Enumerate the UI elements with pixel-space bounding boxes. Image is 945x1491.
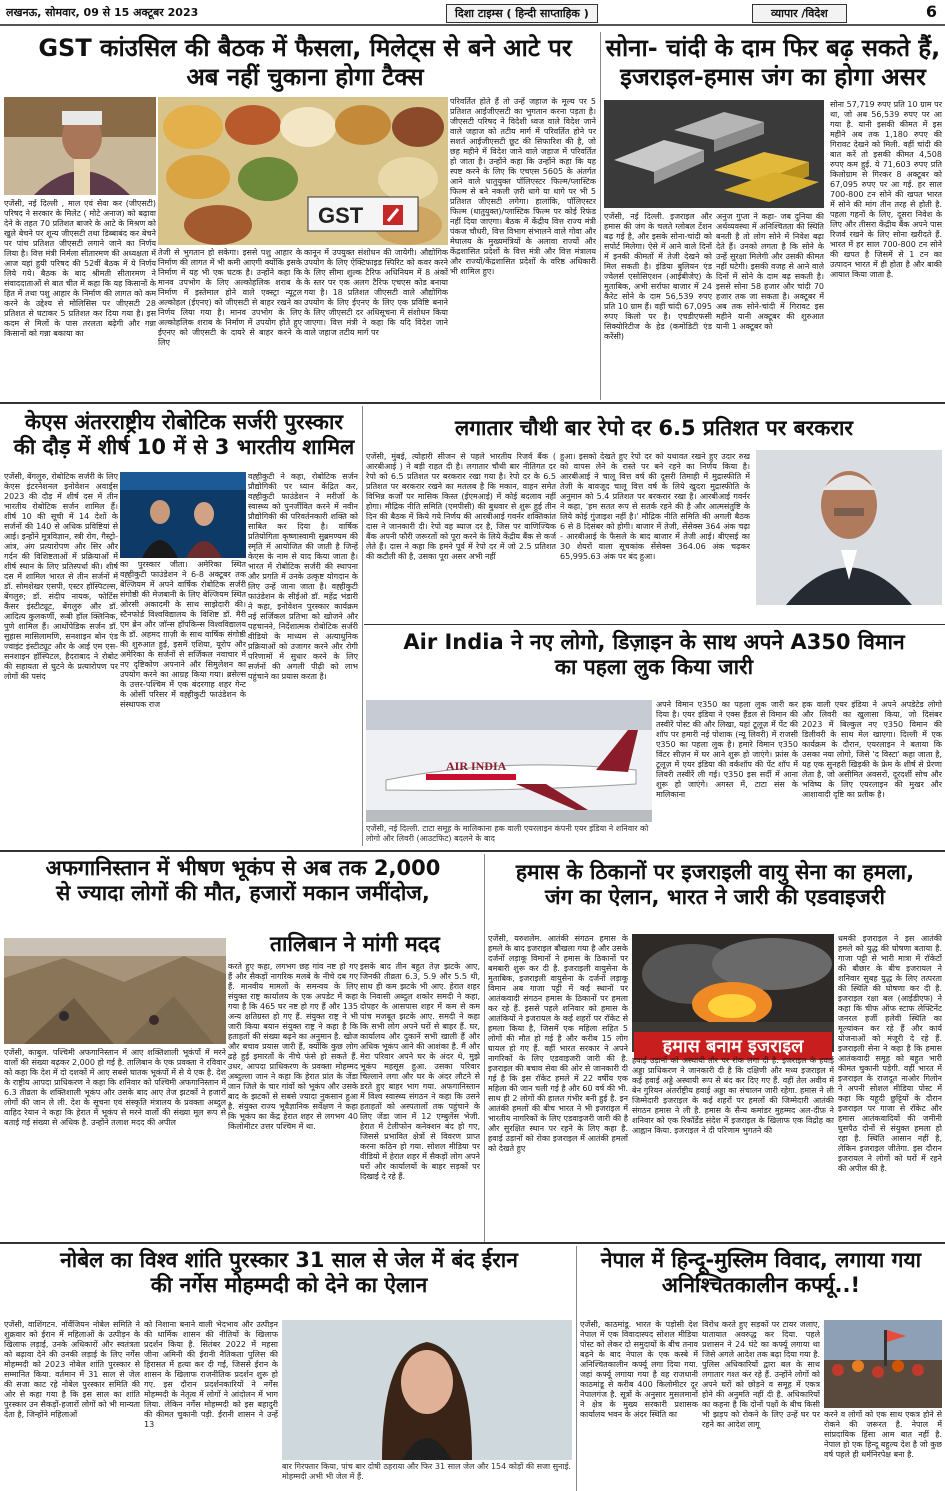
- robotic-column-3: वह्हीकुटी ने कहा, रोबोटिक सर्जन प्रौद्योगिकी पर ध्यान केंद्रित कर, वह्हीकुटी फाउंडेशन ने मरीजों के स्वास्थ्य को पुनर्जीवित करने में नवीन प्रौद्योगिकी की परिवर्तनकारी शक्ति को साबित कर दिया है। वार्षिक प्रतियोगिता कृष्णास्वामी सुब्रमण्यम की स्मृति में आयोजित की जाती है जिन्हें केएस के नाम से याद किया जाता है। भारत में रोबोटिक सर्जरी की स्थापना और प्रगति में उनके उत्कृष्ट योगदान के लिए उन्हें जाना जाता है। वह्हीकुटी फाउंडेशन के सीईओ डॉ. महेंद्र भंडारी ने कहा, इनोवेशन पुरस्कार कार्यक्रम नई सर्जिकल प्रतिभा को खोजने और पहचानने, निर्देशात्मक रोबोटिक सर्जरी वीडियो के माध्यम से अत्याधुनिक प्रक्रियाओं को उजागर करने और रोगी परिणामों में सुधार करने के लिए सर्जनों की अगली पीढ़ी को लाभ पहुंचाने का प्रयास करता है।: [248, 472, 358, 681]
- gst-column-3: कानून में उपयुक्त संशोधन की जायेगी। औद्योगिक उपयोग के लिए ऐक्टिफाइड स्पिरिट को कवर करने के लिए सीमा शुल्क टैरिफ अधिनियम में 8 अंकों के स्तर पर एक अलग टैरिफ एचएस कोड बनाया गया है। 18 प्रतिशत जीएसटी वाले औद्योगिक उपयोग के लिए ईएनए के लिए एक प्रविष्टि बनाने के लिए जीएसटी दर अधिसूचना में संशोधन किया जाएगा। वित्त मंत्री ने कहा कि यदि विदेश जाने वाले जहाज तटीय मार्ग पर: [304, 248, 448, 337]
- quake-column-1: एजेंसी, काबुल. पश्चिमी अफगानिस्तान में आए शक्तिशाली भूकंपों में मरने वालों की संख्या बढ़कर 2,000 हो गई है. तालिबान के एक प्रवक्ता ने रविवार को कहा कि देश में दो दशकों में आए सबसे घातक भूकंपों में से ये एक है. देश के राष्ट्रीय आपदा प्राधिकरण ने कहा कि शनिवार को पश्चिमी अफगानिस्तान में 6.3 तीव्रता के शक्तिशाली भूकंप और उसके बाद आए तेज झटकों ने हजारों लोगों की जान ले ली. देश के सूचना एवं संस्कृति मंत्रालय के प्रवक्ता अब्दुल वाहिद रेयान ने कहा कि हेरात में भूकंप से मरने वालों की संख्या मूल रूप से बताई गई संख्या से अधिक है. उन्होंने तलाश मदद की अपील: [4, 1048, 226, 1127]
- robotic-headline-line1: केएस अंतरराष्ट्रीय रोबोटिक सर्जरी पुरस्कार: [25, 410, 343, 434]
- robotic-column-1: एजेंसी, बेंगलुरु, रोबोटिक सर्जरी के लिए केएस इंटरनेशनल इनोवेशन अवार्ड्स 2023 की दौड़ में शीर्ष दस में तीन भारतीय रोबोटिक सर्जन शामिल हैं। शीर्ष 10 की सूची में 14 देशों के सर्जनों की 140 से अधिक प्रविष्टियां से आई। इन्होंने मूत्रविज्ञान, स्त्री रोग, गैस्ट्रो-आंत्र, अंग प्रत्यारोपण और सिर और गर्दन की विशिष्टताओं में प्रक्रियाओं में शीर्ष स्थान के लिए प्रतिस्पर्धा की। शीर्ष दस में शामिल भारत से तीन सर्जनों में डॉ. सोमशेखर एसपी, एस्टर हॉस्पिटल्स, बेंगलुरु; डॉ. संदीप नायक, फोर्टिस कैंसर इंस्टीट्यूट, बेंगलुरु और डॉ. आदित्य कुलकर्णी, रूबी हॉल क्लिनिक, पुणे शामिल हैं। आर्थोपेडिक सर्जन डॉ. सुहास मासिलामणि, सनशाइन बोन एंड ज्वाइंट इंस्टीट्यूट और के आई एम एस-सनशाइन हॉस्पिटल, हैदराबाद ने रोबोट की सहायता से घुटने के प्रत्यारोपण पर लोगों की पसंद: [4, 472, 118, 681]
- repo-column-2: हुआ। इसको देखते हुए रेपो दर को यथावत रखने हुए उदार रुख को वापस लेने के रास्ते पर बने रहने का निर्णय किया है। आरबीआई ने चालू वित्त वर्ष की दूसरी तिमाही में मुद्रास्फीति में तेजी के बावजूद चालू वित्त वर्ष के लिये खुदरा मुद्रास्फीति के अनुमान को 5.4 प्रतिशत पर बरकरार रखा है। आरबीआई गवर्नर ने कहा, 'हम सतत रूप से सतर्क रहने की है और आत्मसंतुष्टि के लिये कोई गुंजाइश नहीं है।' मौद्रिक नीति समिति की अगली बैठक 6 से 8 दिसंबर को होगी। बाजार में तेजी, सेंसेक्स 364 अंक चढ़ा - आरबीआई के फैसले के बाद बाजार में तेजी आई। बीएसई का 30 शेयरों वाला सूचकांक सेंसेक्स 364.06 अंक चढ़कर 65,995.63 अंक पर बंद हुआ।: [560, 452, 750, 561]
- section-divider: [0, 850, 945, 852]
- issue-date: लखनऊ, सोमवार, 09 से 15 अक्टूबर 2023: [6, 6, 199, 19]
- nepal-headline-line1: नेपाल में हिन्दू-मुस्लिम विवाद, लगाया गया: [600, 1248, 922, 1272]
- hamas-vs-israel-badge: हमास बनाम इजराइल: [634, 1032, 832, 1060]
- nobel-headline-line1: नोबेल का विश्व शांति पुरस्कार 31 साल से जेल में बंद ईरान: [60, 1248, 518, 1272]
- millets-photo: [158, 97, 448, 245]
- robotic-headline: [6, 410, 362, 460]
- column-divider: [576, 1246, 577, 1491]
- section-divider: [364, 624, 945, 625]
- finance-minister-photo: [4, 97, 156, 195]
- gold-headline-line1: सोना- चांदी के दाम फिर बढ़ सकते हैं,: [605, 34, 941, 62]
- gold-headline: [605, 34, 941, 92]
- airindia-headline: [366, 630, 942, 680]
- airindia-caption: एजेंसी, नई दिल्ली. टाटा समूह के मालिकाना हक वाली एयरलाइन कंपनी एयर इंडिया ने शनिवार को लोगो और लिवरी (आउटफिट) बदलने के बाद: [366, 824, 649, 843]
- hamas-column-2: हवाई उड़ानों को अस्थायी तौर पर रोक लगा दी है. इजराइल के हवाई अड्डा प्राधिकरण ने जानकारी दी है कि दक्षिणी और मध्य इजराइल में कई हवाई अड्डे अस्थायी रूप से बंद कर दिए गए हैं. वहीं तेल अवीव में बेन गुरियन अंतर्राष्ट्रीय हवाई अड्डा का संचालन जारी रहेगा. हमास ने ली जिम्मेदारी इजराइल के कई शहरों पर हमलों की जिम्मेदारी आतंकी संगठन हमास ने ली है. हमास के सैन्य कमांडर मुहम्मद अल-दीफ़ ने शनिवार को एक रिकॉर्डेड संदेश में इजराइल के खिलाफ एक विद्रोह का आह्वान किया. इजराइल ने दी परिणाम भुगतने की: [632, 1056, 834, 1135]
- hamas-headline: [488, 860, 942, 910]
- gold-headline-line2: इजराइल-हमास जंग का होगा असर: [620, 62, 926, 91]
- aircraft-livery-text: AIR INDIA: [446, 759, 507, 773]
- column-divider: [600, 32, 601, 400]
- quake-headline-line2: से ज्यादा लोगों की मौत, हजारों मकान जमींदोज,: [56, 881, 430, 906]
- nobel-caption: बार गिरफ्तार किया, पांच बार दोषी ठहराया और फिर 31 साल जेल और 154 कोड़ों की सजा सुनाई. मोहम्मदी अभी भी जेल में हैं.: [282, 1462, 571, 1481]
- hamas-column-3: धमकी इजराइल ने इस आतंकी हमले को युद्ध की घोषणा बताया है. गाजा पट्टी से भारी मात्रा में रॉकेटों की बौछार के बीच इजरायल ने शनिवार सुबह युद्ध के लिए तत्परता की स्थिति की घोषणा कर दी है. इजराइल रक्षा बल (आईडीएफ) ने कहा कि चीफ ऑफ स्टाफ लेफ्टिनेंट जनरल हर्जी हलेवी स्थिति का मूल्यांकन कर रहे हैं और कार्य योजनाओं को मंजूरी दे रहे हैं. इजराइली सेना ने कहा है कि हमास आतंकवादी समूह को बहुत भारी कीमत चुकानी पड़ेगी. वहीं भारत में इजराइल के राजदूत नाओर गिलोन ने अपनी सोशल मीडिया पोस्ट में कहा कि यहूदी छुट्टियों के दौरान इजराइल पर गाजा से रॉकेट और हमास आतंकवादियों की जमीनी घुसपैठ दोनों से संयुक्त हमला हो रहा है. स्थिति आसान नहीं है, लेकिन इजराइल जीतेगा. इस दौरान इजरायल ने लोगों को घरों में रहने की अपील की है.: [838, 934, 942, 1173]
- repo-column-1: एजेंसी, मुंबई, त्योहारी सीजन से पहले भारतीय रिजर्व बैंक ( आरबीआई ) ने बड़ी राहत दी है। लगातार चौथी बार नीतिगत दर रेपो को 6.5 प्रतिशत पर बरकरार रखा गया है। रेपो दर के 6.5 प्रतिशत पर बरकरार रखने का मतलब है कि मकान, वाहन समेत विभिन्न कर्जों पर मासिक किस्त (ईएमआई) में कोई बदलाव नहीं होगा। मौद्रिक नीति समिति (एमपीसी) की बुधवार से शुरू हुई तीन दिन की बैठक में किये गये निर्णय की आरबीआई गवर्नर शक्तिकांत दास ने जानकारी दी। रेपो वह ब्याज दर है, जिस पर वाणिज्यिक बैंक अपनी फौरी जरूरतों को पूरा करने के लिये केंद्रीय बैंक से कर्ज लेते हैं। दास ने कहा कि हमने पूर्व में रेपो दर में जो 2.5 प्रतिशत की कटौती की है, उसका पूरा असर अभी नहीं: [366, 452, 556, 561]
- nepal-column-3: करने व लोगों को एक साथ एकत्र होने से रोकने की जरूरत है. नेपाल में सांप्रदायिक हिंसा आम बात नहीं है. नेपाल हो एक हिन्दू बहुल्य देश है जो कुछ वर्ष पहले ही धर्मनिरपेक्ष बना है.: [824, 1410, 942, 1459]
- robotic-surgery-event-photo: [120, 472, 246, 558]
- nobel-column-1: एजेंसी, वाशिंगटन. नॉर्वेजियन नोबेल समिति ने शुक्रवार को ईरान में महिलाओं के उत्पीड़न के खिलाफ लड़ाई, उनके अधिकारों और स्वतंत्रता को बढ़ावा देने की उनकी लड़ाई के लिए नर्गेस मोहम्मदी को 2023 नोबेल शांति पुरस्कार से सम्मानित किया. वर्तमान में 31 साल से जेल की सजा काट रहे नोबेल पुरस्कार समिति की ओर से कहा गया है कि इस साल का शांति पुरस्कार उन सैकड़ों-हजारों लोगों को भी मान्यता देता है, जिन्होंने महिलाओं: [4, 1320, 140, 1419]
- hamas-headline-line2: जंग का ऐलान, भारत ने जारी की एडवाइजरी: [545, 885, 885, 910]
- quake-headline-line1: अफगानिस्तान में भीषण भूकंप से अब तक 2,000: [45, 856, 441, 880]
- nobel-headline-line2: की नर्गेस मोहम्मदी को देने का ऐलान: [150, 1273, 428, 1298]
- gold-column-2: अनुज गुप्ता ने कहा- जब दुनिया की अर्थव्यवस्था में अनिश्चितता की स्थिति बनती है तो लोग सोने में निवेश बढ़ा देते हैं। उनको लगता है कि सोने के उन्हें सुरक्षा मिलेगी और उसकी कीमत नहीं घटेगी। इसकी वजह से आने वाले दिनों में सोने के दाम बढ़ सकती है। इससे सोना 58 हजार और चांदी 70 हजार तक जा सकता है। अक्टूबर में अब तक सोने-चांदी में गिरावट इस महीने यानी अक्टूबर की शुरुआत यानी 1 अक्टूबर को: [716, 212, 824, 331]
- newspaper-name: दिशा टाइम्स ( हिन्दी साप्ताहिक ): [446, 4, 598, 23]
- gst-column-2: तेजी से भुगतान हो सकेगा। इससे पशु आहार के निर्माण की लागत में भी कमी आएगी क्योंकि इसके निर्माण में यह भी एक घटक है। उन्होंने कहा कि मानव उपभोग के लिए अल्कोहलिक शराब के निर्माण में इस्तेमाल होने वाले एक्स्ट्रा न्यूट्रल अल्कोहल (ईएनए) को जीएसटी से बाहर रखने का निर्णय लिया गया है। मानव उपभोग के लिए अल्कोहलिक शराब के निर्माण में उपयोग होते हुए ईएनए को जीएसटी के दायरे से बाहर करने के लिए: [158, 248, 302, 347]
- airindia-column-1: अपने विमान ए350 का पहला लुक जारी कर दिया है। एयर इंडिया ने एक्स हैंडल से विमान की तस्वीरें पोस्ट की और लिखा, यहां टूलूज़ में पेंट की शॉप पर हमारी नई पोशाक (न्यू लिवरी) में राजसी ए350 का पहला लुक है। हमारे विमान ए350 विंटर सीज़न में घर आने शुरू हो जाएंगे। फ्रांस के टूलूज़ में एयर इंडिया की वर्कशॉप की पेंट शॉप में लिवरी तस्वीरें ली गई। ए350 इस सर्दी में आना शुरू हो जाएंगे। अगस्त में, टाटा संस के मालिकाना: [656, 700, 798, 799]
- gst-headline-line1: GST कांउसिल की बैठक में फैसला, मिलेट्स से बने आटे पर: [38, 34, 572, 62]
- airindia-headline-line1: Air India ने नए लोगो, डिज़ाइन के साथ अपने A350 विमान: [403, 630, 905, 654]
- gst-headline-line2: अब नहीं चुकाना होगा टैक्स: [186, 62, 424, 91]
- earthquake-rubble-photo: [4, 938, 226, 1044]
- page-number: 6: [925, 2, 937, 21]
- robotic-column-2: का पुरस्कार जीता। अमेरिका स्थित वह्हीकुटी फाउंडेशन ने 6-8 अक्टूबर तक बेल्जियम में अपने वार्षिक रोबोटिक सर्जरी संगोष्ठी की मेजबानी के लिए बेल्जियम स्थित ओरसी अकादमी के साथ साझेदारी की। स्टैनफोर्ड विश्वविद्यालय के विशिष्ट डॉ. मैरी एम ब्रेन और जॉन्स हॉपकिन्स विश्वविद्यालय के डॉ. अहमद ग़ाज़ी के साथ वार्षिक संगोष्ठी की शुरुआत हुई, इसमें एशिया, यूरोप और अमेरिका के सर्जनों से सर्जिकल नवाचार में नए दृष्टिकोण अपनाने और सिमुलेशन का उपयोग करने का आग्रह किया गया। ब्रसेल्स के उत्तर-पश्चिम में एक बंदरगाह शहर गेन्ट के ओर्सी परिसर में वह्हीकुटी फाउंडेशन के संस्थापक राज: [120, 560, 246, 709]
- quake-column-2: करते हुए कहा, लगभग छह गांव नष्ट हो गए हैं और सैकड़ों नागरिक मलबे के नीचे दब गए हैं. मानवीय मामलों के समन्वय के लिए संयुक्त राष्ट्र कार्यालय के एक अपडेट में कहा गया है कि 465 घर नष्ट हो गए हैं और 135 अन्य क्षतिग्रस्त हो गए हैं. संयुक्त राष्ट्र ने भी जारी किया बयान संयुक्त राष्ट्र ने कहा है कि हताहतों की संख्या बढ़ने का अनुमान है. खोज और बचाव प्रयास जारी हैं, क्योंकि कुछ लोग ढहे हुई इमारतों के नीचे फंसे हो सकते हैं. उधर, आपदा प्राधिकरण के प्रवक्ता मोहम्मद अब्दुल्ला जान ने कहा कि हेरात प्रांत के जेंडा जान जिले के चार गांवों को भूकंप और उसके बाद के झटकों से सबसे ज्यादा नुकसान हुआ है. संयुक्त राज्य भूवैज्ञानिक सर्वेक्षण ने कहा कि भूकंप का केंद्र हेरात शहर से लगभग 40 किलोमीटर उत्तर पश्चिम में था.: [228, 962, 358, 1131]
- narges-mohammadi-photo: [282, 1320, 572, 1460]
- quake-column-3: इसके बाद तीन बहुत तेज़ झटके आए, जिनकी तीव्रता 6.3, 5.9 और 5.5 थी, साथ ही कम झटके भी आए. हेरात शहर के निवासी अब्दुल शकोर समदी ने कहा, दोपहर के आसपास शहर में कम से कम पांच मजबूत झटके आए. समदी ने कहा कि सभी लोग अपने घरों से बाहर हैं. घर, कार्यालय और दुकानें सभी खाली हैं और अधिक भूकंप आने की आशंका है. मैं और मेरा परिवार अपने घर के अंदर थे, मुझे भूकंप महसूस हुआ. उसका परिवार चिल्लाने लगा और घर के अंदर लौटने से डरते हुए बाहर भाग गया. अफगानिस्तान में विश्व स्वास्थ्य संगठन ने कहा कि उसने हताहतों को अस्पतालों तक पहुंचाने के लिए जेंडा जान में 12 एम्बुलेंस भेजी. हेरात में टेलीफोन कनेक्शन बंद हो गए, जिससे प्रभावित क्षेत्रों से विवरण प्राप्त करना कठिन हो गया. सोशल मीडिया पर वीडियो में हेरात शहर में सैकड़ों लोग अपने घरों और कार्यालयों के बाहर सड़कों पर दिखाई दे रहे हैं.: [360, 962, 480, 1181]
- gst-column-4: परिवर्तित होते हैं तो उन्हें जहाज के मूल्य पर 5 प्रतिशत आईजीएसटी का भुगतान करना पड़ता है। जीएसटी परिषद ने विदेशी ध्वज वाले विदेश जाने वाले जहाज को तटीय मार्ग में परिवर्तित होने पर सशर्त आईजीएसटी छूट की सिफारिश की है, जो छह महीने में विदेश जाने वाले जहाज में परिवर्तित हो जाता है। उन्होंने कहा कि उन्होंने कहा कि यह स्पष्ट करने के लिए कि एचएस 5605 के अंतर्गत आने वाले धातुयुक्त पॉलिएस्टर फिल्म/प्लास्टिक फिल्म से बने नकली ज़री धागे या धागे पर भी 5 प्रतिशत जीएसटी लगेगा। हालांकि, पॉलिएस्टर फिल्म (धातुयुक्त)/प्लास्टिक फिल्म पर कोई रिफंड नहीं दिया जाएगा। बैठक में केंद्रीय वित्त राज्य मंत्री पंकज चौधरी, वित्त विभाग संभालने वाले गोवा और मेघालय के मुख्यमंत्रियों के अलावा राज्यों और केंद्रशासित प्रदेशों के वित्त मंत्री और वित्त मंत्रालय और राज्यों/केंद्रशासित प्रदेशों के वरिष्ठ अधिकारी भी शामिल हुए।: [450, 97, 596, 276]
- nepal-crowd-photo: [824, 1320, 942, 1408]
- quake-headline: [6, 856, 480, 906]
- quake-headline-line3: तालिबान ने मांगी मदद: [270, 932, 440, 956]
- airindia-column-2: हक वाली एयर इंडिया ने अपने अपडेटेड लोगो और लिवरी का खुलासा किया, जो दिसंबर 2023 में बिल्कुल नए ए350 विमान की डिलीवरी के साथ मेल खाएगा। दिल्ली में एक कार्यक्रम के दौरान, एयरलाइन ने बताया कि उसका नया लोगो, जिसे 'द विस्टा' कहा जाता है, यह एक सुनहरी खिड़की के फ्रेम के शीर्ष से प्रेरणा लेता है, जो असीमित अवसरों, दूरदर्शी सोच और भविष्य के लिए एयरलाइन की मुखर और आशावादी दृष्टि का प्रतीक है।: [802, 700, 942, 799]
- repo-headline: लगातार चौथी बार रेपो दर 6.5 प्रतिशत पर बरकरार: [455, 416, 853, 440]
- page-header: [0, 0, 945, 26]
- nobel-column-2: को निशाना बनाने वाली भेदभाव और उत्पीड़न की धार्मिक शासन की नीतियों के खिलाफ प्रदर्शन किया है. सितंबर 2022 में महसा जीना अमिनी की ईरानी नैतिकता पुलिस की हिरासत में हत्या कर दी गई, जिससे ईरान के शासन के खिलाफ राजनीतिक प्रदर्शन शुरू हो गए. इस दौरान प्रदर्शनकारियों ने नर्गेस मोहम्मदी के नेतृत्व में लोगों ने आंदोलन में भाग लिया. लेकिन नर्गेस मोहम्मदी को इस बहादुरी की कीमत चुकानी पड़ी. ईरानी शासन ने उन्हें 13: [144, 1320, 278, 1429]
- section-divider: [0, 402, 945, 404]
- nepal-headline: [580, 1248, 942, 1298]
- nepal-headline-line2: अनिश्चितकालीन कर्फ्यू..!: [661, 1273, 861, 1298]
- gold-silver-bars-photo: [604, 100, 824, 208]
- column-divider: [362, 406, 363, 846]
- hamas-column-1: एजेंसी, यरुशलेम. आतंकी संगठन हमास के हमले के बाद इजराइल बौखला गया है और उसके दर्जनों लड़ाकू विमानों ने हमास के ठिकानों पर बमबारी शुरू कर दी है. इजराइली वायुसेना के मुताबिक, इजराइली वायुसेना के दर्जनों लड़ाकू विमान अब गाजा पट्टी में कई स्थानों पर आतंकवादी संगठन हमास के ठिकानों पर हमला कर रहे हैं. इससे पहले शनिवार को हमास के आतंकियों ने इजरायल के कई शहरों पर रॉकेट से हमला किया है, जिसमें एक महिला सहित 5 लोगों की मौत हो गई है और करीब 15 लोग घायल हो गए हैं. वहीं भारत सरकार ने अपने नागरिकों के लिए एडवाइजरी जारी की है. इजराइल की बचाव सेवा की ओर से जानकारी दी गई है कि इस रॉकेट हमले में 22 वर्षीय एक महिला की जान चली गई है और 60 वर्ष की भी. साथ ही 2 लोगों की हालत गंभीर बनी हुई है. इन आतंकी हमलों की बीच भारत ने भी इजराइल में भारतीय नागरिकों के लिए एडवाइजरी जारी की है और सुरक्षित स्थान पर रहने के लिए कहा है. हवाई उड़ानों को रोका इजराइल में आतंकी हमलों को देखते हुए: [488, 934, 628, 1153]
- nepal-column-1: एजेंसी, काठमांडू. भारत के पड़ोसी देश नेपाल में एक विवादास्पद सोशल मीडिया पोस्ट को लेकर दो समुदायों के बीच तनाव बढ़ने के बाद नेपाल के एक कस्बे में अनिश्चितकालीन कर्फ्यू लगा दिया गया. जहां कर्फ्यू लगाया गया है वह राजधानी काठमांडू से करीब 400 किलोमीटर दूर नेपालगंज है. सूत्रों के अनुसार मुसलमानों ने क्षेत्र के मुख्य सरकारी प्रशासक कार्यालय भवन के अंदर स्थिति का: [580, 1320, 698, 1419]
- gst-column-1: एजेंसी, नई दिल्ली , माल एवं सेवा कर (जीएसटी) परिषद ने सरकार के मिलेट ( मोटे अनाज) को बढ़ावा देने के तहत 70 प्रतिशत बाजरे के आटे के मिश्रण को खुले बेचने पर शून्य जीएसटी तथा डिब्बाबंद कर बेचने पर पांच प्रतिशत जीएसटी लगाने जाने का निर्णय लिया है। वित्त मंत्री निर्मला सीतारमण की अध्यक्षता में आज यहां हुयी परिषद की 52वीं बैठक में ये निर्णय लिये गये। बैठक के बाद श्रीमती सीतारमण ने संवाददाताओं से बात चीत में कहा कि यह किसानों के हित में तथा पशु आहार के निर्माण की लागत को कम करने के उद्देश्य से मोलिसिस पर जीएसटी 28 प्रतिशत से घटाकर 5 प्रतिशत कर दिया गया है। इस कदम से मिलों के पास तरलता बढ़ेगी और गन्ना किसानों को गन्ना बकाया का: [4, 199, 156, 338]
- gold-column-3: सोना 57,719 रुपए प्रति 10 ग्राम पर था, जो अब 56,539 रुपए पर आ गया है. यानी इसकी कीमत में इस महीने अब तक 1,180 रुपए की गिरावट देखने को मिली. वहीं चांदी की बात करें तो इसकी कीमत 4,508 रुपए कम हुई. ये 71,603 रुपए प्रति किलोग्राम से गिरकर 8 अक्टूबर को 67,095 रुपए पर आ गई. हर साल 700-800 टन सोने की खपत भारत में सोने की मांग तीन तरह से होती है. पहला गहनों के लिए, दूसरा निवेश के लिए और तीसरा केंद्रीय बैंक अपने पास रिजर्व रखने के लिए सोना खरीदते हैं. भारत में हर साल 700-800 टन सोने की खपत है जिसमें से 1 टन का उत्पादन भारत में ही होता है और बाकी आयात किया जाता है.: [830, 100, 942, 279]
- hamas-headline-line1: हमास के ठिकानों पर इजराइली वायु सेना का हमला,: [515, 860, 915, 884]
- column-divider: [484, 854, 485, 1242]
- nepal-column-2: विरोध करते हुए सड़कों पर टायर जलाए, यातायात अवरुद्ध कर दिया. पहले प्रशासन ने 24 घंटे का कर्फ्यू लगाया था जिसे अगले आदेश तक बढ़ा दिया गया है. पुलिस अधिकारियों द्वारा बल के साथ लगातार गश्त कर रहे हैं. उन्होंने लोगों को अपने घरों को छोड़ने व समूह में एकत्र होने की अनुमति नहीं दी है. अधिकारियों का कहना है कि दोनों पक्षों के बीच किसी भी झड़प को रोकने के लिए उन्हें घर पर रहने का आदेश लागू: [702, 1320, 820, 1429]
- gold-column-1: एजेंसी, नई दिल्ली. इजराइल और हमास की जंग के चलते ग्लोबल टेंशन बढ़ गई है, और इसके सोना-चांदी को सपोर्ट मिलेगा। ऐसे में आने वाले दिनों में इनकी कीमतों में तेजी देखने को मिल सकती है। इंडिया बुलियन एंड ज्वेलर्स एसोसिएशन (आईबीजेए) के मुताबिक, अभी सर्राफा बाजार में 24 कैरेट सोने के दाम 56,539 रुपए प्रति 10 ग्राम हैं। वहीं चांदी 67,095 रुपए किलो पर है। एचडीएफसी सिक्योरिटीज के हेड (कमोडिटी एंड करेंसी): [604, 212, 712, 341]
- airindia-headline-line2: का पहला लुक किया जारी: [554, 655, 754, 680]
- gst-headline: [10, 34, 600, 92]
- robotic-headline-line2: की दौड़ में शीर्ष 10 में से 3 भारतीय शामिल: [13, 435, 355, 460]
- air-india-a350-photo: [366, 700, 652, 822]
- section-divider: [0, 1242, 945, 1244]
- section-name: व्यापार /विदेश: [752, 4, 847, 23]
- rbi-governor-photo: [756, 450, 942, 605]
- nobel-headline: [6, 1248, 572, 1298]
- gst-sign-text: GST: [318, 203, 364, 228]
